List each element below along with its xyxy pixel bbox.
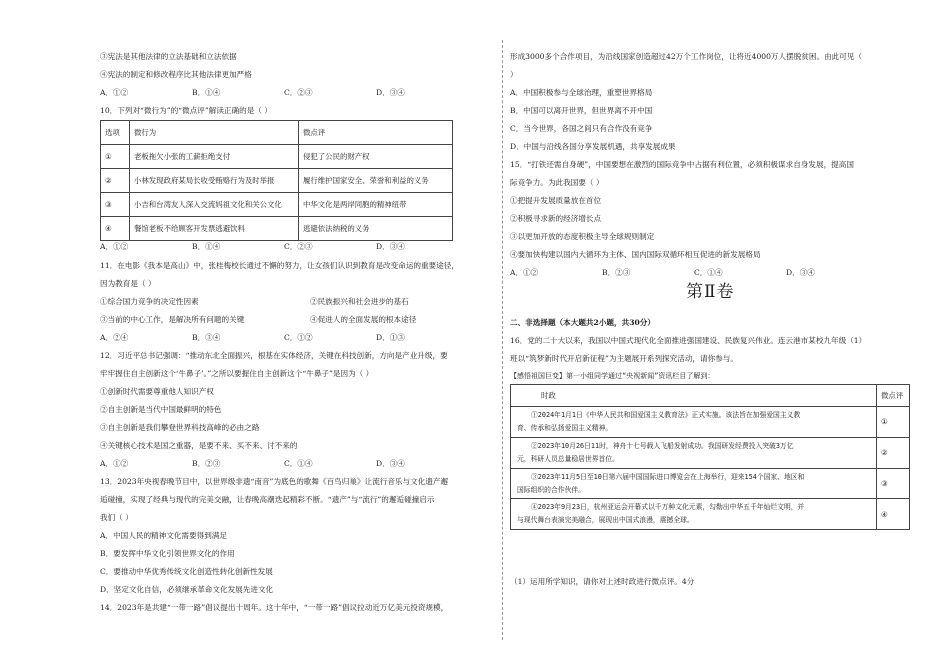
table-header: 微行为	[130, 121, 299, 145]
option-b[interactable]: B．①④	[192, 242, 221, 251]
section-title: 第Ⅱ卷	[686, 282, 735, 302]
q14-stem-line-3: ）	[510, 70, 518, 79]
news-line: ④2023年9月23日，杭州亚运会开幕式以千万种文化元素，勾勒出中华五千年灿烂文明，并	[531, 503, 805, 512]
option-d[interactable]: D．①③	[376, 333, 405, 342]
q12-statement-1: ①创新时代需要尊重他人知识产权	[100, 387, 214, 396]
option-b[interactable]: B．③④	[192, 333, 221, 342]
q15-statement-4: ④要加快构建以国内大循环为主体、国内国际双循环相互促进的新发展格局	[510, 250, 761, 259]
option-b[interactable]: B．②③	[602, 268, 631, 277]
q13-option-b[interactable]: B．要发挥中华文化引领世界文化的作用	[100, 549, 235, 558]
news-line: 育、传承和弘扬爱国主义精神。	[517, 423, 613, 432]
q14-option-b[interactable]: B．中国可以离开世界，但世界离不开中国	[510, 106, 653, 115]
option-d[interactable]: D．③④	[786, 268, 815, 277]
news-line: 元，科研人员总量稳居世界首位。	[517, 454, 619, 463]
q14-stem-line-1: 14．2023年是共建“一带一路”倡议提出十周年。这十年中，“一带一路”倡议拉动近万亿美元投资规模，	[100, 603, 449, 612]
q15-stem-line-2: 际竞争力。为此我国要（ ）	[510, 178, 604, 187]
q10-stem: 10．下列对“微行为”的“微点评”解读正确的是（ ）	[100, 106, 272, 115]
table-header-row	[511, 385, 910, 407]
news-line: 与现代舞台表演完美融合，展现出中国式浪漫，震撼全球。	[517, 516, 694, 525]
comment-cell[interactable]: ②	[877, 437, 910, 468]
q9-statement-3: ③宪法是其他法律的立法基础和立法依据	[100, 52, 237, 61]
q11-statement-3: ③当前的中心工作，是解决所有问题的关键	[100, 315, 245, 324]
table-cell: ④	[101, 217, 130, 241]
q11-statement-1: ①综合国力竞争的决定性因素	[100, 297, 199, 306]
option-b[interactable]: B．②③	[192, 459, 221, 468]
q11-statement-4: ④促进人的全面发展的根本途径	[310, 315, 417, 324]
option-a[interactable]: A．①②	[100, 459, 129, 468]
option-a[interactable]: A．①②	[100, 242, 129, 251]
q9-statement-4: ④宪法的制定和修改程序比其他法律更加严格	[100, 70, 252, 79]
option-a[interactable]: A．①②	[510, 268, 539, 277]
q15-statement-2: ②积极寻求新的经济增长点	[510, 214, 602, 223]
right-column	[510, 0, 910, 672]
q12-options	[100, 459, 468, 468]
q13-stem-line-1: 13．2023年央视春晚节目中，以世界级非遗“南音”为底色的歌舞《百鸟归巢》让流行音乐与文化遗产邂	[100, 477, 449, 486]
q11-stem-line-1: 11．在电影《我本是高山》中，张桂梅校长通过不懈的努力，让女孩们认识到教育是改变命运的重要途径，	[100, 261, 459, 270]
q12-stem-line-2: 牢牢握住自主创新这个‘牛鼻子’。”之所以要握住自主创新这个“牛鼻子”是因为（ ）	[100, 369, 374, 378]
news-line: 国际组织的合作伙伴。	[517, 485, 585, 494]
q11-statement-2: ②民族振兴和社会进步的基石	[310, 297, 409, 306]
left-column	[100, 0, 495, 672]
q15-options	[510, 268, 878, 277]
table-header: 时政	[511, 385, 877, 407]
news-item	[511, 437, 877, 468]
table-cell: ②	[101, 169, 130, 193]
comment-cell[interactable]: ①	[877, 407, 910, 438]
q11-options	[100, 333, 468, 342]
table-header: 微点评	[877, 385, 910, 407]
option-c[interactable]: C．②③	[284, 88, 313, 97]
q12-stem-line-1: 12．习近平总书记强调：“推动东北全面振兴，根基在实体经济，关键在科技创新，方向是产业升级，要	[100, 351, 448, 360]
q16-stem-line-2: 班以“筑梦新时代开启新征程”为主题展开系列探究活动，请你参与。	[510, 354, 738, 363]
q15-statement-3: ③以更加开放的态度积极主导全球规则制定	[510, 232, 655, 241]
table-cell: 逃避依法纳税的义务	[299, 217, 453, 241]
q13-option-c[interactable]: C．要推动中华优秀传统文化创造性转化创新性发展	[100, 567, 273, 576]
q12-statement-2: ②自主创新是当代中国最鲜明的特色	[100, 405, 222, 414]
activity-intro: 【感悟祖国巨变】第一小组同学通过“央视新闻”资讯栏目了解到：	[510, 372, 715, 380]
table-row	[511, 468, 910, 499]
table-cell: 老板拖欠小张的工薪拒绝支付	[130, 145, 299, 169]
table-cell: 餐馆老板不给顾客开发票逃避饮料	[130, 217, 299, 241]
q14-option-d[interactable]: D．中国与沿线各国分享发展机遇，共享发展成果	[510, 142, 676, 151]
table-cell: 小吉和台湾友人深入交流妈祖文化和关公文化	[130, 193, 299, 217]
q15-stem-line-1: 15．“打铁还需自身硬”，中国要想在激烈的国际竞争中占据有利位置，必须积极谋求自身发展，提高国	[510, 160, 854, 169]
option-b[interactable]: B．①④	[192, 88, 221, 97]
option-d[interactable]: D．③④	[376, 242, 405, 251]
option-c[interactable]: C．①④	[694, 268, 723, 277]
q13-stem-line-2: 逅碰撞，实现了经典与现代的完美交融，让春晚高潮迭起精彩不断。“遗产”与“流行”的邂逅碰撞启示	[100, 495, 435, 504]
table-row	[511, 499, 910, 530]
table-row	[101, 217, 453, 241]
table-row	[511, 437, 910, 468]
q16-subquestion-1: （1）运用所学知识，请你对上述时政进行微点评。4分	[510, 577, 695, 586]
table-cell: ③	[101, 193, 130, 217]
q14-stem-line-2: 形成3000多个合作项目，为沿线国家创造超过42万个工作岗位，让将近4000万人摆脱贫困。由此可见（	[510, 52, 863, 61]
q12-statement-4: ④关键核心技术是国之重器，是要不来、买不来、讨不来的	[100, 441, 298, 450]
comment-cell[interactable]: ④	[877, 499, 910, 530]
option-c[interactable]: C．②③	[284, 242, 313, 251]
column-divider	[502, 40, 503, 640]
news-line: ①2024年1月1日《中华人民共和国爱国主义教育法》正式实施。该法旨在加强爱国主义教	[531, 411, 801, 419]
option-a[interactable]: A．②④	[100, 333, 129, 342]
option-a[interactable]: A．①②	[100, 88, 129, 97]
news-line: ③2023年11月5日至10日第六届中国国际进口博览会在上海举行，迎来154个国家、地区和	[531, 472, 805, 481]
table-cell: 中华文化是两岸同胞的精神纽带	[299, 193, 453, 217]
q15-statement-1: ①把提升发展质量放在首位	[510, 196, 602, 205]
table-row	[101, 169, 453, 193]
q13-option-a[interactable]: A．中国人民的精神文化需要得到满足	[100, 531, 227, 540]
option-d[interactable]: D．③④	[376, 88, 405, 97]
table-cell: 侵犯了公民的财产权	[299, 145, 453, 169]
q16-stem-line-1: 16．党的二十大以来，我国以中国式现代化全面推进强国建设、民族复兴伟业。连云港市某校九年级（1）	[510, 336, 867, 345]
table-header: 微点评	[299, 121, 453, 145]
table-header-row	[101, 121, 453, 145]
option-c[interactable]: C．①②	[284, 333, 313, 342]
q9-options	[100, 88, 468, 97]
section-heading: 二、非选择题（本大题共2小题，共30分）	[510, 318, 655, 327]
comment-cell[interactable]: ③	[877, 468, 910, 499]
q14-option-c[interactable]: C．当今世界，各国之间只有合作没有竞争	[510, 124, 653, 133]
option-d[interactable]: D．③④	[376, 459, 405, 468]
table-cell: ①	[101, 145, 130, 169]
table-cell: 小林发现政府某局长收受贿赂行为及时举报	[130, 169, 299, 193]
q16-table	[510, 384, 910, 530]
table-row	[511, 407, 910, 438]
table-row	[101, 193, 453, 217]
q13-stem-line-3: 我们（ ）	[100, 513, 133, 522]
q13-option-d[interactable]: D．坚定文化自信，必须继承革命文化发展先进文化	[100, 585, 274, 594]
news-item	[511, 499, 877, 530]
table-cell: 履行维护国家安全、荣誉和利益的义务	[299, 169, 453, 193]
option-c[interactable]: C．①④	[284, 459, 313, 468]
q11-stem-line-2: 因为教育是（ ）	[100, 279, 156, 288]
q12-statement-3: ③自主创新是我们攀登世界科技高峰的必由之路	[100, 423, 260, 432]
q10-table	[100, 120, 453, 241]
table-row	[101, 145, 453, 169]
news-item	[511, 468, 877, 499]
news-line: ②2023年10月26日11时，神舟十七号载人飞船发射成功。我国研发经费投入突破3万亿	[531, 441, 794, 450]
q14-option-a[interactable]: A．中国积极参与全球治理，重塑世界格局	[510, 88, 653, 97]
table-header: 选项	[101, 121, 130, 145]
news-item	[511, 407, 877, 438]
q10-options	[100, 242, 468, 251]
